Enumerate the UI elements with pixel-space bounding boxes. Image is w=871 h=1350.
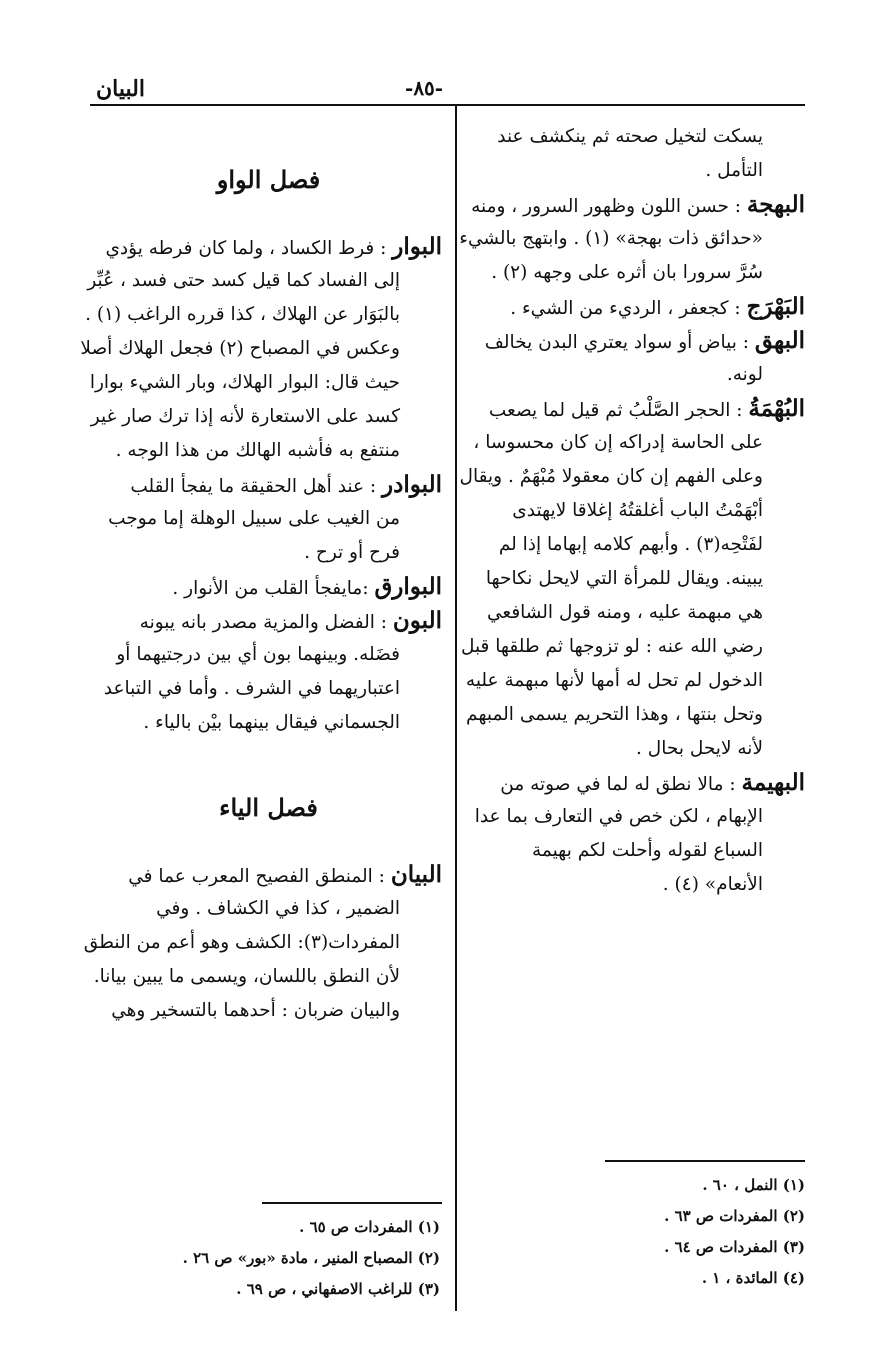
text-line [95, 672, 442, 706]
entry-text: والبيان ضربان : أحدهما بالتسخير وهي [111, 1000, 400, 1021]
entry-line [95, 604, 442, 638]
text-line [466, 698, 805, 732]
entry-line [470, 188, 805, 222]
text-line [465, 664, 805, 698]
section-heading-yaa: فصل الياء [219, 793, 318, 822]
text-line [95, 706, 442, 740]
entry-text: من الغيب على سبيل الوهلة إما موجب [108, 508, 400, 529]
entry-term: البيان [390, 861, 442, 888]
footnote: (٣) للراغب الاصفهاني ، ص ٦٩ . [236, 1280, 440, 1298]
footnote: (٣) المفردات ص ٦٤ . [664, 1238, 805, 1256]
footnote: (١) المفردات ص ٦٥ . [299, 1218, 440, 1236]
entry-text: : الفضل والمزية مصدر بانه يبونه [139, 612, 393, 633]
entry-term: البهجة [746, 191, 805, 218]
entry-term: البون [392, 607, 442, 634]
entry-text: المفردات(٣): الكشف وهو أعم من النطق [83, 932, 400, 953]
footnotes-right [560, 1170, 805, 1294]
entry-text: لونه. [726, 364, 763, 385]
entry-text: فرح أو ترح . [304, 542, 400, 563]
text-line [95, 434, 442, 468]
entry-text: : الحجر الصَّلْبُ ثم قيل لما يصعب [488, 400, 749, 421]
text-line [470, 562, 805, 596]
text-line [460, 630, 805, 664]
text-line [470, 426, 805, 460]
text-line [83, 926, 442, 960]
entry-text: أبْهَمْتُ الباب أغلقتُهُ إغلاقا لايهتدى [512, 500, 763, 521]
entry-term: البوارق [374, 573, 442, 600]
text-line [470, 834, 805, 868]
entry-text: : المنطق الفصيح المعرب عما في [128, 866, 391, 887]
footnotes-left [120, 1212, 440, 1305]
entry-term: البوار [392, 233, 442, 260]
right-column [459, 120, 805, 902]
entry-text: : كجعفر ، الرديء من الشيء . [510, 298, 747, 319]
entry-text: إلى الفساد كما قيل كسد حتى فسد ، عُبِّر [87, 270, 400, 291]
entry-term: البوادر [382, 471, 442, 498]
text-line [470, 868, 805, 902]
entry-text: الضمير ، كذا في الكشاف . وفي [156, 898, 400, 919]
entry-text: الدخول لم تحل له أمها لأنها مبهمة عليه [465, 670, 763, 691]
entry-line [95, 468, 442, 502]
entry-text: الإبهام ، لكن خص في التعارف بما عدا [474, 806, 763, 827]
entry-text: حيث قال: البوار الهلاك، وبار الشيء بوارا [89, 372, 400, 393]
text-line [89, 366, 442, 400]
entry-text: وتحل بنتها ، وهذا التحريم يسمى المبهم [466, 704, 763, 725]
entry-text: :مايفجأ القلب من الأنوار . [172, 578, 375, 599]
footnote-rule-left [262, 1202, 442, 1204]
section-yaa-entries [83, 858, 442, 1028]
footnote: (٢) المفردات ص ٦٣ . [664, 1207, 805, 1225]
entry-text: فضَله. وبينهما بون أي بين درجتيهما أو [116, 644, 400, 665]
text-line [470, 154, 805, 188]
entry-line [95, 570, 442, 604]
entry-text: السباع لقوله وأحلت لكم بهيمة [531, 840, 763, 861]
entry-text: التأمل . [705, 160, 763, 181]
entry-text: وعلى الفهم إن كان معقولا مُبْهَمٌ . ويقال [459, 466, 763, 487]
entry-text: اعتباريهما في الشرف . وأما في التباعد [103, 678, 400, 699]
entry-text: «حدائق ذات بهجة» (١) . وابتهج بالشيء [459, 228, 763, 249]
entry-text: لفَتْحِه(٣) . وأبهم كلامه إبهاما إذا لم [498, 534, 763, 555]
text-line [95, 892, 442, 926]
text-line [90, 400, 442, 434]
text-line [95, 638, 442, 672]
text-line [470, 732, 805, 766]
text-line [470, 494, 805, 528]
entry-text: كسد على الاستعارة لأنه إذا ترك صار غير [90, 406, 400, 427]
footnote: (٤) المائدة ، ١ . [701, 1269, 805, 1287]
text-line [470, 800, 805, 834]
entry-text: الأنعام» (٤) . [662, 874, 763, 895]
running-title: البيان [96, 76, 145, 102]
page-number: -٨٥- [405, 76, 444, 100]
text-line [95, 994, 442, 1028]
entry-text: : فرط الكساد ، ولما كان فرطه يؤدي [105, 238, 393, 259]
entry-text: لأنه لايحل بحال . [636, 738, 763, 759]
footnote: (١) النمل ، ٦٠ . [702, 1176, 805, 1194]
entry-text: بالبَوَار عن الهلاك ، كذا قرره الراغب (١) . [85, 304, 400, 325]
text-line [470, 358, 805, 392]
text-line [470, 120, 805, 154]
text-line [95, 960, 442, 994]
entry-line [470, 324, 805, 358]
entry-text: : عند أهل الحقيقة ما يفجأ القلب [130, 476, 383, 497]
text-line [95, 536, 442, 570]
section-heading-waw: فصل الواو [216, 165, 321, 194]
entry-text: الجسماني فيقال بينهما بيْن بالياء . [143, 712, 400, 733]
entry-text: يسكت لتخيل صحته ثم ينكشف عند [497, 126, 763, 147]
text-line [470, 528, 805, 562]
entry-text: لأن النطق باللسان، ويسمى ما يبين بيانا. [93, 966, 400, 987]
entry-term: البُهْمَةُ [748, 395, 805, 422]
column-divider [455, 106, 457, 1311]
entry-text: على الحاسة إدراكه إن كان محسوسا ، [473, 432, 763, 453]
entry-text: : مالا نطق له لما في صوته من [500, 774, 742, 795]
text-line [87, 264, 442, 298]
entry-text: يبينه. ويقال للمرأة التي لايحل نكاحها [485, 568, 763, 589]
entry-text: سُرَّ سرورا بان أثره على وجهه (٢) . [491, 262, 763, 283]
footnote: (٢) المصباح المنير ، مادة «بور» ص ٢٦ . [182, 1249, 440, 1267]
entry-line [95, 858, 442, 892]
entry-line [470, 392, 805, 426]
text-line [459, 460, 805, 494]
text-line [80, 332, 442, 366]
entry-text: : حسن اللون وظهور السرور ، ومنه [471, 196, 747, 217]
text-line [459, 222, 805, 256]
entry-text: وعكس في المصباح (٢) فجعل الهلاك أصلا [80, 338, 400, 359]
entry-text: منتفع به فأشبه الهالك من هذا الوجه . [115, 440, 400, 461]
text-line [470, 596, 805, 630]
entry-term: البهيمة [741, 769, 805, 796]
header-rule [90, 104, 805, 106]
entry-text: : بياض أو سواد يعتري البدن يخالف [484, 332, 755, 353]
entry-text: هي مبهمة عليه ، ومنه قول الشافعي [486, 602, 763, 623]
left-column [80, 150, 442, 1028]
entry-line [470, 290, 805, 324]
entry-line [95, 230, 442, 264]
entry-term: البهق [754, 327, 805, 354]
entry-text: رضي الله عنه : لو تزوجها ثم طلقها قبل [460, 636, 763, 657]
footnote-rule-right [605, 1160, 805, 1162]
section-waw-entries [80, 230, 442, 740]
text-line [85, 298, 442, 332]
entry-line [470, 766, 805, 800]
text-line [470, 256, 805, 290]
entry-term: البَهْرَج [746, 293, 805, 320]
text-line [95, 502, 442, 536]
